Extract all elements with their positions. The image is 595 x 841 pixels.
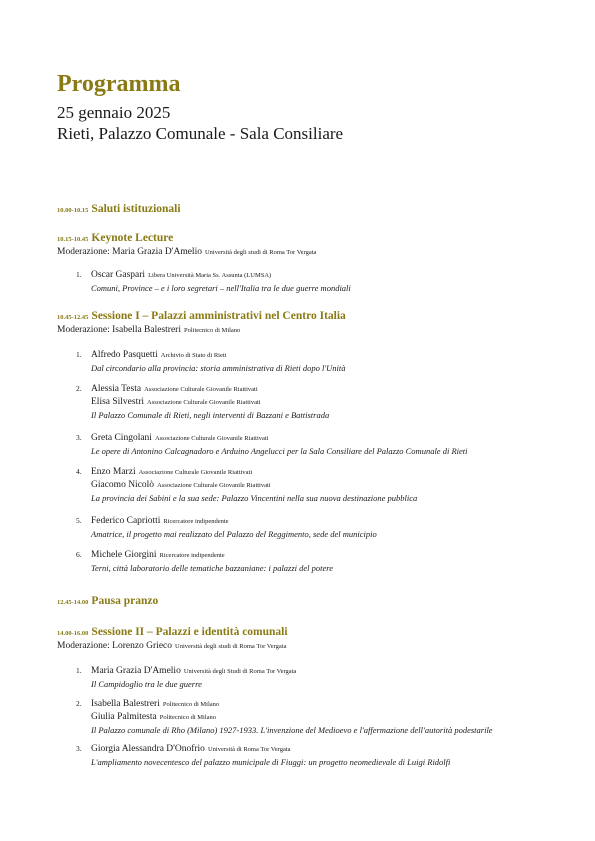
- speaker-affiliation: Associazione Culturale Giovanile Riattivati: [138, 469, 253, 476]
- moderator-affiliation: Politecnico di Milano: [183, 327, 241, 334]
- speaker-name: Alfredo Pasquetti: [91, 350, 158, 360]
- speaker-affiliation: Associazione Culturale Giovanile Riattivati: [154, 435, 269, 442]
- speaker: [91, 743, 450, 756]
- speaker: [91, 665, 296, 678]
- moderation-line: [57, 246, 316, 259]
- speaker-name: Giorgia Alessandra D'Onofrio: [91, 744, 205, 754]
- moderation-label: Moderazione:: [57, 641, 110, 651]
- talk-title: Amatrice, il progetto mai realizzato del Palazzo del Reggimento, sede del municipio: [91, 529, 377, 539]
- speaker-affiliation: Ricercatore indipendente: [163, 518, 229, 525]
- moderation-label: Moderazione:: [57, 325, 110, 335]
- talk-title: La provincia dei Sabini e la sua sede: Palazzo Vincentini nella sua nuova destinazione pubblica: [91, 493, 418, 503]
- speaker-name: Federico Capriotti: [91, 516, 161, 526]
- speaker: [91, 515, 377, 528]
- section-heading: [57, 230, 173, 247]
- moderation-line: [57, 640, 287, 653]
- section-time: 14.00-16.00: [57, 630, 89, 637]
- page-title: Programma: [57, 71, 181, 97]
- speaker: [91, 349, 346, 362]
- speaker-name: Giulia Palmitesta: [91, 712, 157, 722]
- item-number: 4.: [76, 467, 82, 476]
- speaker: [91, 479, 417, 492]
- talk-title: Il Campidoglio tra le due guerre: [91, 679, 202, 689]
- speaker: [91, 432, 468, 445]
- moderation-label: Moderazione:: [57, 247, 110, 257]
- section-time: 12.45-14.00: [57, 599, 89, 606]
- speaker: [91, 711, 493, 724]
- speaker-name: Maria Grazia D'Amelio: [91, 666, 181, 676]
- item-number: 2.: [76, 384, 82, 393]
- speaker-affiliation: Libera Università Maria Ss. Assunta (LUMSA): [148, 272, 272, 279]
- section-title: Sessione I – Palazzi amministrativi nel Centro Italia: [91, 310, 346, 322]
- item-number: 2.: [76, 699, 82, 708]
- talk-title: Comuni, Province – e i loro segretari – nell'Italia tra le due guerre mondiali: [91, 283, 351, 293]
- section-title: Sessione II – Palazzi e identità comunali: [91, 626, 288, 638]
- speaker-affiliation: Università degli Studi di Roma Tor Vergata: [183, 668, 297, 675]
- speaker-name: Isabella Balestreri: [91, 699, 160, 709]
- speaker-name: Greta Cingolani: [91, 433, 152, 443]
- speaker-affiliation: Associazione Culturale Giovanile Riattivati: [157, 482, 271, 489]
- item-number: 1.: [76, 666, 82, 675]
- speaker-affiliation: Ricercatore indipendente: [159, 552, 225, 559]
- speaker: [91, 383, 329, 396]
- section-time: 10.15-10.45: [57, 236, 89, 243]
- speaker-name: Giacomo Nicolò: [91, 480, 155, 490]
- talk-title: L'ampliamento novecentesco del palazzo municipale di Fiuggi: un progetto neomedievale di Luigi Ridolfi: [91, 757, 451, 767]
- speaker: [91, 698, 493, 711]
- speaker: [91, 549, 333, 562]
- moderator-affiliation: Università degli studi di Roma Tor Vergata: [204, 249, 317, 256]
- speaker-name: Elisa Silvestri: [91, 397, 145, 407]
- event-place: Rieti, Palazzo Comunale - Sala Consiliare: [57, 124, 344, 143]
- speaker-name: Alessia Testa: [91, 384, 142, 394]
- section-heading: [57, 308, 346, 325]
- event-date: 25 gennaio 2025: [57, 103, 171, 122]
- section-time: 10.00-10.15: [57, 207, 89, 214]
- speaker-name: Enzo Marzi: [91, 467, 136, 477]
- moderation-line: [57, 324, 240, 337]
- section-title: Keynote Lecture: [91, 232, 174, 244]
- speaker: [91, 396, 329, 409]
- item-number: 6.: [76, 550, 82, 559]
- speaker: [91, 466, 417, 479]
- speaker-name: Michele Giorgini: [91, 550, 157, 560]
- moderator-affiliation: Università degli studi di Roma Tor Vergata: [175, 643, 287, 650]
- speaker-affiliation: Politecnico di Milano: [159, 714, 217, 721]
- item-number: 3.: [76, 744, 82, 753]
- talk-title: Dal circondario alla provincia: storia amministrativa di Rieti dopo l'Unità: [91, 363, 346, 373]
- speaker-affiliation: Università di Roma Tor Vergata: [207, 746, 291, 753]
- section-heading: [57, 593, 158, 610]
- speaker-affiliation: Archivio di Stato di Rieti: [160, 352, 227, 359]
- speaker: [91, 269, 351, 282]
- speaker-affiliation: Associazione Culturale Giovanile Riattivati: [147, 399, 261, 406]
- moderator-name: Isabella Balestreri: [112, 325, 181, 335]
- section-title: Pausa pranzo: [91, 595, 159, 607]
- section-heading: [57, 201, 181, 218]
- talk-title: Le opere di Antonino Calcagnadoro e Arduino Angelucci per la Sala Consiliare del Palazzo Comunale di Rieti: [91, 446, 468, 456]
- talk-title: Il Palazzo Comunale di Rieti, negli interventi di Bazzani e Battistrada: [91, 410, 330, 420]
- speaker-affiliation: Politecnico di Milano: [162, 701, 220, 708]
- talk-title: Terni, città laboratorio delle tematiche bazzaniane: i palazzi del potere: [91, 563, 334, 573]
- item-number: 5.: [76, 516, 82, 525]
- section-time: 10.45-12.45: [57, 314, 89, 321]
- section-heading: [57, 624, 288, 641]
- item-number: 1.: [76, 350, 82, 359]
- speaker-name: Oscar Gaspari: [91, 270, 146, 280]
- speaker-affiliation: Associazione Culturale Giovanile Riattivati: [144, 386, 258, 393]
- moderator-name: Maria Grazia D'Amelio: [112, 247, 202, 257]
- item-number: 1.: [76, 270, 82, 279]
- item-number: 3.: [76, 433, 82, 442]
- talk-title: Il Palazzo comunale di Rho (Milano) 1927-1933. L'invenzione del Medioevo e l'affermazione dell'autorità podestarile: [91, 725, 493, 735]
- moderator-name: Lorenzo Grieco: [112, 641, 173, 651]
- section-title: Saluti istituzionali: [91, 203, 181, 215]
